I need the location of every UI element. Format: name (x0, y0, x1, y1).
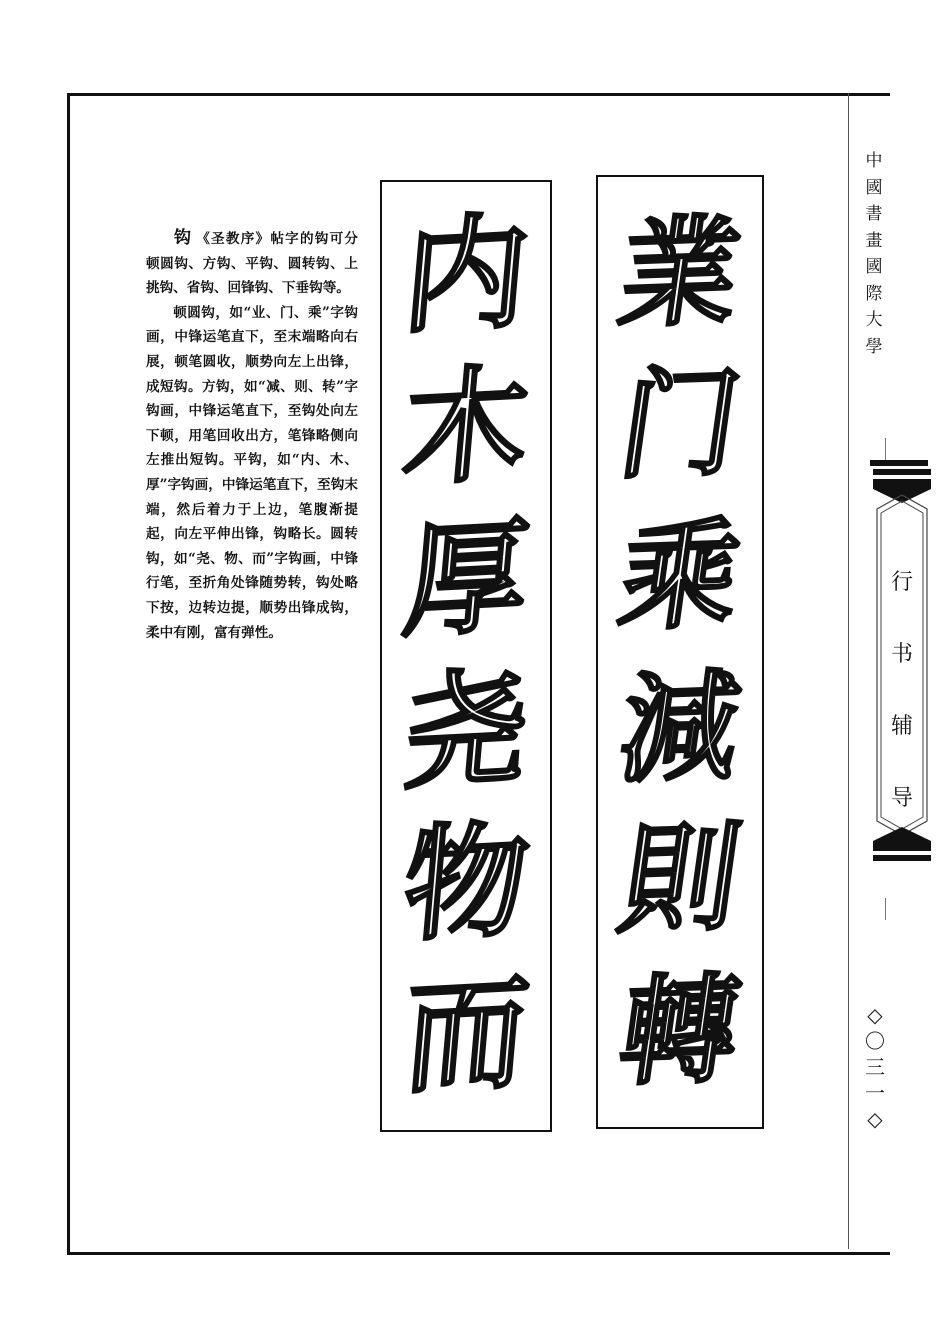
hook-types-paragraph: 顿圆钩，如“业、门、乘”字钩画，中锋运笔直下，至末端略向右展，顿笔圆收，顺势向左上出锋，成短钩。方钩，如“减、则、转”字钩画，中锋运笔直下，至钩处向左下顿，用笔回收出方，笔锋略侧向左推出短钩。平钩，如“内、木、厚”字钩画，中锋运笔直下，至钩末端，然后着力于上边，笔腹渐提起，向左平伸出锋，钩略长。圆转钩，如“尧、物、而”字钩画，中锋行笔，至折角处锋随势转，钩处略下按，边转边提，顺势出锋成钩，柔中有刚，富有弹性。 (146, 304, 358, 641)
page-number (862, 1002, 888, 1132)
divider-tick (885, 898, 886, 920)
calligraphy-panel-left (380, 180, 552, 1132)
divider-tick (885, 438, 886, 460)
diamond-icon: ◇ (867, 1107, 883, 1131)
glyph: 厚 (397, 504, 535, 656)
glyph: 内 (397, 200, 535, 352)
glyph: 物 (397, 808, 535, 960)
series-title-char: 際 (865, 283, 883, 304)
glyph: 業 (611, 201, 749, 345)
chapter-char: 行 (890, 570, 913, 595)
page-number-char: 三 (865, 1055, 885, 1079)
glyph: 減 (611, 656, 749, 800)
margin-divider (848, 93, 849, 1249)
series-title-char: 中 (865, 151, 883, 171)
chapter-char: 辅 (890, 714, 913, 739)
series-title (862, 148, 886, 360)
series-title-char: 國 (865, 177, 883, 198)
glyph: 门 (611, 353, 749, 496)
chapter-label (873, 497, 931, 847)
glyph: 尧 (397, 656, 535, 808)
series-title-char: 畫 (865, 230, 883, 251)
intro-text: 《圣教序》帖字的钩可分顿圆钩、方钩、平钩、圆转钩、上挑钩、省钩、回锋钩、下垂钩等。 (146, 231, 359, 297)
chapter-title (873, 547, 931, 835)
section-heading: 钩 (174, 228, 193, 248)
series-title-char: 學 (865, 336, 883, 357)
page-number-char: 一 (865, 1081, 885, 1105)
glyph: 而 (397, 960, 535, 1112)
intro-paragraph (146, 226, 358, 301)
page-number-char: 〇 (865, 1029, 885, 1053)
calligraphy-panel-right (596, 175, 764, 1129)
body-text (146, 226, 358, 645)
top-bar (870, 460, 928, 466)
series-title-char: 大 (865, 310, 883, 330)
glyph: 轉 (611, 959, 749, 1103)
diamond-icon: ◇ (867, 1003, 883, 1027)
chapter-char: 书 (890, 642, 913, 667)
series-title-char: 書 (865, 204, 883, 224)
glyph: 則 (611, 808, 749, 951)
series-title-char: 國 (865, 257, 883, 277)
chapter-char: 导 (890, 786, 913, 811)
glyph: 乘 (611, 504, 749, 648)
glyph: 木 (397, 352, 535, 504)
